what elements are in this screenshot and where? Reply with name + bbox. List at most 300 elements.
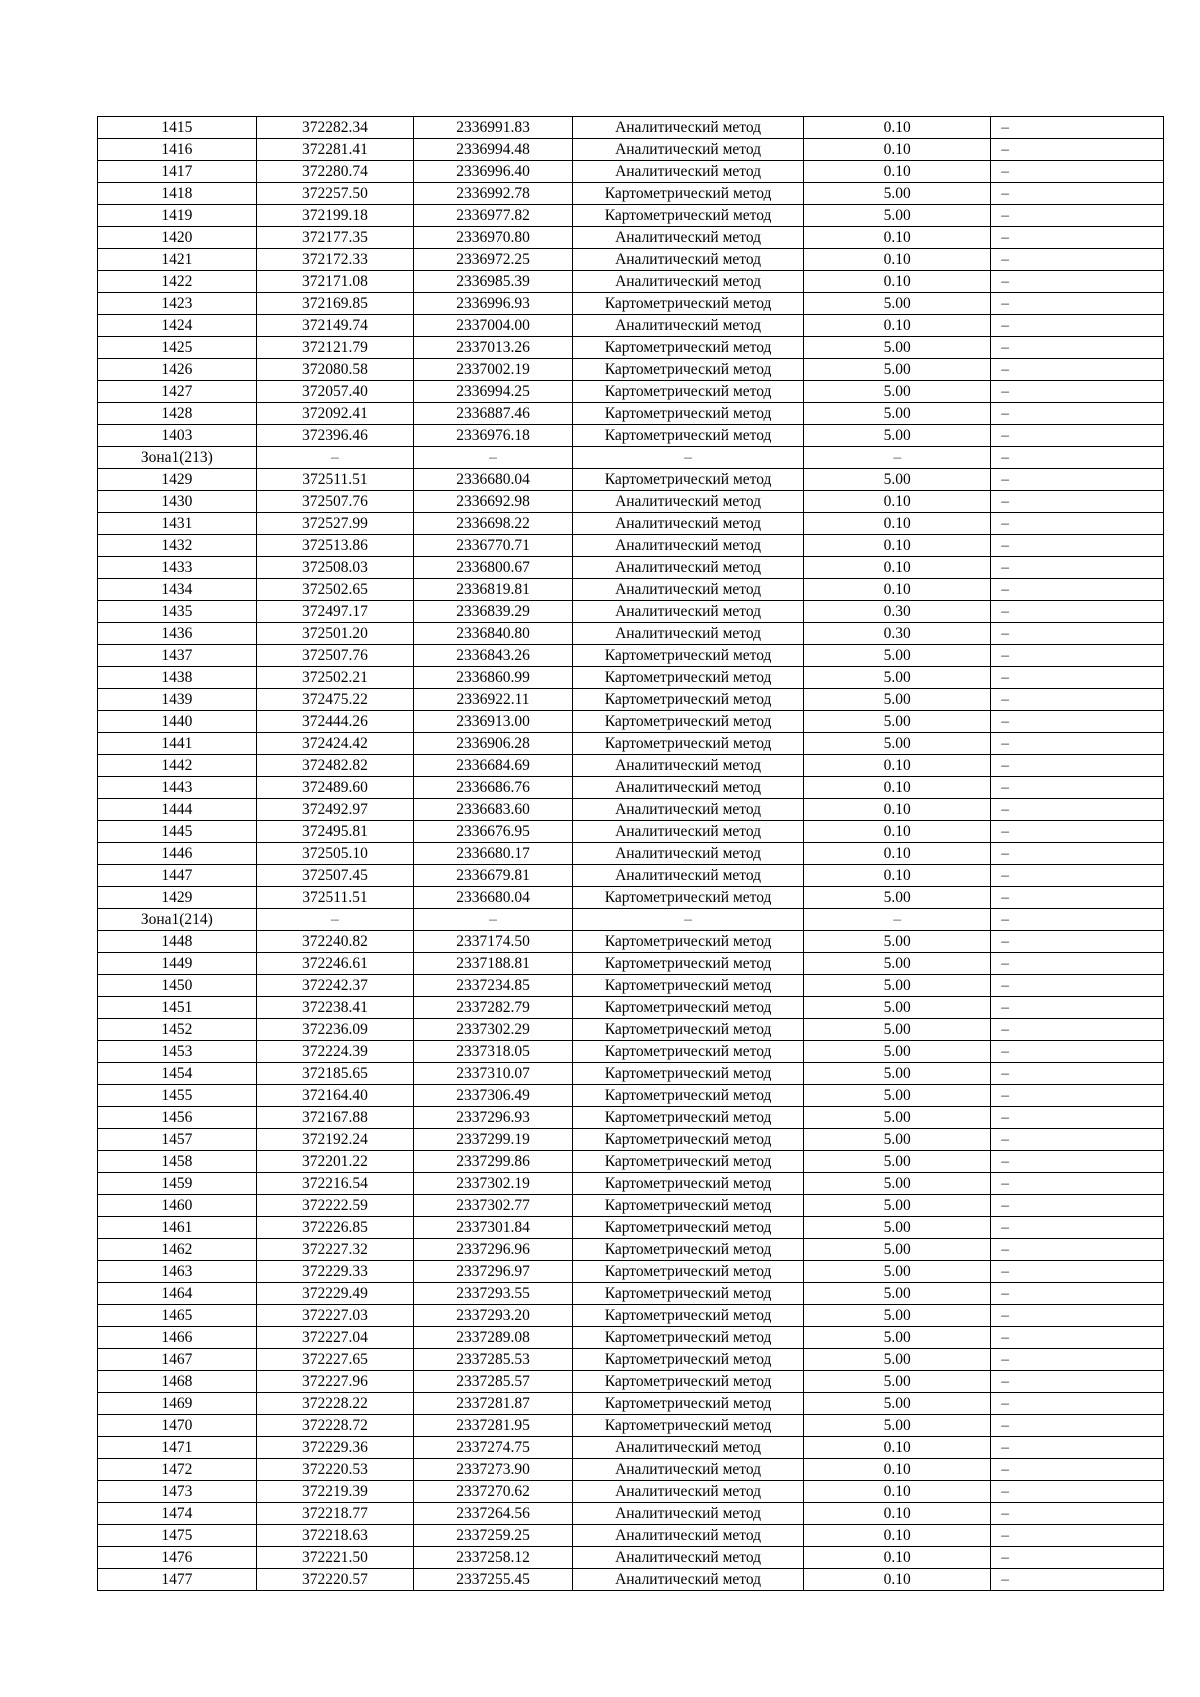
- method-cell: Аналитический метод: [572, 1459, 803, 1481]
- point-number-cell: 1425: [98, 337, 257, 359]
- note-cell: –: [991, 843, 1164, 865]
- table-row: [98, 249, 1164, 271]
- accuracy-cell: 5.00: [804, 1305, 991, 1327]
- y-coordinate-cell: 2336996.40: [414, 161, 573, 183]
- accuracy-cell: 0.10: [804, 821, 991, 843]
- x-coordinate-cell: 372224.39: [256, 1041, 414, 1063]
- method-cell: Аналитический метод: [572, 777, 803, 799]
- x-coordinate-cell: 372282.34: [256, 117, 414, 139]
- x-coordinate-cell: 372218.77: [256, 1503, 414, 1525]
- method-cell: –: [572, 909, 803, 931]
- accuracy-cell: 0.10: [804, 227, 991, 249]
- note-cell: –: [991, 1195, 1164, 1217]
- note-cell: –: [991, 909, 1164, 931]
- y-coordinate-cell: 2337013.26: [414, 337, 573, 359]
- point-number-cell: 1457: [98, 1129, 257, 1151]
- note-cell: –: [991, 1349, 1164, 1371]
- table-row: [98, 271, 1164, 293]
- method-cell: Картометрический метод: [572, 1173, 803, 1195]
- x-coordinate-cell: 372229.33: [256, 1261, 414, 1283]
- note-cell: –: [991, 1415, 1164, 1437]
- point-number-cell: 1432: [98, 535, 257, 557]
- table-row: [98, 1349, 1164, 1371]
- note-cell: –: [991, 403, 1164, 425]
- accuracy-cell: 0.10: [804, 865, 991, 887]
- point-number-cell: 1452: [98, 1019, 257, 1041]
- point-number-cell: 1474: [98, 1503, 257, 1525]
- y-coordinate-cell: 2337281.95: [414, 1415, 573, 1437]
- accuracy-cell: 5.00: [804, 711, 991, 733]
- point-number-cell: 1441: [98, 733, 257, 755]
- method-cell: Картометрический метод: [572, 337, 803, 359]
- x-coordinate-cell: 372149.74: [256, 315, 414, 337]
- point-number-cell: 1460: [98, 1195, 257, 1217]
- note-cell: –: [991, 117, 1164, 139]
- note-cell: –: [991, 1019, 1164, 1041]
- point-number-cell: Зона1(213): [98, 447, 257, 469]
- method-cell: Картометрический метод: [572, 293, 803, 315]
- point-number-cell: 1469: [98, 1393, 257, 1415]
- point-number-cell: 1461: [98, 1217, 257, 1239]
- table-row: [98, 931, 1164, 953]
- point-number-cell: 1433: [98, 557, 257, 579]
- point-number-cell: 1462: [98, 1239, 257, 1261]
- table-row: [98, 645, 1164, 667]
- x-coordinate-cell: 372228.22: [256, 1393, 414, 1415]
- accuracy-cell: 5.00: [804, 1349, 991, 1371]
- y-coordinate-cell: 2336970.80: [414, 227, 573, 249]
- x-coordinate-cell: 372227.65: [256, 1349, 414, 1371]
- method-cell: Аналитический метод: [572, 117, 803, 139]
- note-cell: –: [991, 381, 1164, 403]
- note-cell: –: [991, 1503, 1164, 1525]
- note-cell: –: [991, 1041, 1164, 1063]
- point-number-cell: 1446: [98, 843, 257, 865]
- table-row: [98, 887, 1164, 909]
- accuracy-cell: 0.10: [804, 843, 991, 865]
- table-row: [98, 1107, 1164, 1129]
- table-row: [98, 161, 1164, 183]
- x-coordinate-cell: 372171.08: [256, 271, 414, 293]
- y-coordinate-cell: 2336860.99: [414, 667, 573, 689]
- table-row: [98, 689, 1164, 711]
- point-number-cell: 1423: [98, 293, 257, 315]
- method-cell: Аналитический метод: [572, 1525, 803, 1547]
- y-coordinate-cell: 2336680.04: [414, 887, 573, 909]
- point-number-cell: 1428: [98, 403, 257, 425]
- accuracy-cell: 5.00: [804, 1261, 991, 1283]
- x-coordinate-cell: 372281.41: [256, 139, 414, 161]
- table-row: [98, 1151, 1164, 1173]
- accuracy-cell: 5.00: [804, 425, 991, 447]
- y-coordinate-cell: 2336992.78: [414, 183, 573, 205]
- y-coordinate-cell: 2337289.08: [414, 1327, 573, 1349]
- x-coordinate-cell: 372444.26: [256, 711, 414, 733]
- note-cell: –: [991, 821, 1164, 843]
- note-cell: –: [991, 447, 1164, 469]
- method-cell: Картометрический метод: [572, 381, 803, 403]
- x-coordinate-cell: 372396.46: [256, 425, 414, 447]
- note-cell: –: [991, 601, 1164, 623]
- table-row: [98, 1305, 1164, 1327]
- table-row: [98, 711, 1164, 733]
- y-coordinate-cell: 2337293.20: [414, 1305, 573, 1327]
- accuracy-cell: 0.10: [804, 491, 991, 513]
- point-number-cell: 1448: [98, 931, 257, 953]
- x-coordinate-cell: 372508.03: [256, 557, 414, 579]
- x-coordinate-cell: 372057.40: [256, 381, 414, 403]
- point-number-cell: 1477: [98, 1569, 257, 1591]
- table-row: [98, 315, 1164, 337]
- x-coordinate-cell: 372240.82: [256, 931, 414, 953]
- method-cell: Картометрический метод: [572, 1019, 803, 1041]
- y-coordinate-cell: 2337174.50: [414, 931, 573, 953]
- accuracy-cell: 5.00: [804, 1283, 991, 1305]
- x-coordinate-cell: 372227.32: [256, 1239, 414, 1261]
- accuracy-cell: 5.00: [804, 403, 991, 425]
- point-number-cell: 1447: [98, 865, 257, 887]
- accuracy-cell: 0.10: [804, 161, 991, 183]
- accuracy-cell: 0.10: [804, 117, 991, 139]
- accuracy-cell: 0.10: [804, 777, 991, 799]
- point-number-cell: 1458: [98, 1151, 257, 1173]
- point-number-cell: 1417: [98, 161, 257, 183]
- x-coordinate-cell: 372220.53: [256, 1459, 414, 1481]
- accuracy-cell: 0.10: [804, 139, 991, 161]
- accuracy-cell: 5.00: [804, 1415, 991, 1437]
- method-cell: Картометрический метод: [572, 1239, 803, 1261]
- y-coordinate-cell: 2336676.95: [414, 821, 573, 843]
- y-coordinate-cell: 2336686.76: [414, 777, 573, 799]
- point-number-cell: 1442: [98, 755, 257, 777]
- x-coordinate-cell: 372227.96: [256, 1371, 414, 1393]
- method-cell: Картометрический метод: [572, 1393, 803, 1415]
- note-cell: –: [991, 469, 1164, 491]
- point-number-cell: 1449: [98, 953, 257, 975]
- x-coordinate-cell: 372185.65: [256, 1063, 414, 1085]
- y-coordinate-cell: 2337281.87: [414, 1393, 573, 1415]
- note-cell: –: [991, 1569, 1164, 1591]
- method-cell: Аналитический метод: [572, 1547, 803, 1569]
- note-cell: –: [991, 491, 1164, 513]
- x-coordinate-cell: 372164.40: [256, 1085, 414, 1107]
- accuracy-cell: 0.10: [804, 755, 991, 777]
- x-coordinate-cell: 372513.86: [256, 535, 414, 557]
- accuracy-cell: 5.00: [804, 205, 991, 227]
- note-cell: –: [991, 865, 1164, 887]
- method-cell: Картометрический метод: [572, 667, 803, 689]
- note-cell: –: [991, 1481, 1164, 1503]
- table-row: [98, 799, 1164, 821]
- table-row: [98, 1415, 1164, 1437]
- accuracy-cell: 5.00: [804, 183, 991, 205]
- note-cell: –: [991, 953, 1164, 975]
- method-cell: Картометрический метод: [572, 953, 803, 975]
- x-coordinate-cell: 372229.49: [256, 1283, 414, 1305]
- method-cell: Аналитический метод: [572, 1569, 803, 1591]
- method-cell: Картометрический метод: [572, 1085, 803, 1107]
- accuracy-cell: 0.10: [804, 535, 991, 557]
- note-cell: –: [991, 975, 1164, 997]
- point-number-cell: 1445: [98, 821, 257, 843]
- table-row: [98, 1327, 1164, 1349]
- method-cell: Аналитический метод: [572, 579, 803, 601]
- note-cell: –: [991, 535, 1164, 557]
- accuracy-cell: 0.10: [804, 1525, 991, 1547]
- x-coordinate-cell: 372489.60: [256, 777, 414, 799]
- table-row: [98, 777, 1164, 799]
- x-coordinate-cell: 372216.54: [256, 1173, 414, 1195]
- table-row: [98, 293, 1164, 315]
- point-number-cell: 1455: [98, 1085, 257, 1107]
- note-cell: –: [991, 557, 1164, 579]
- method-cell: Аналитический метод: [572, 821, 803, 843]
- x-coordinate-cell: 372495.81: [256, 821, 414, 843]
- accuracy-cell: 0.10: [804, 1459, 991, 1481]
- table-row: [98, 491, 1164, 513]
- accuracy-cell: 0.10: [804, 1437, 991, 1459]
- method-cell: Аналитический метод: [572, 1481, 803, 1503]
- y-coordinate-cell: 2337302.29: [414, 1019, 573, 1041]
- x-coordinate-cell: 372246.61: [256, 953, 414, 975]
- y-coordinate-cell: 2337301.84: [414, 1217, 573, 1239]
- method-cell: Картометрический метод: [572, 645, 803, 667]
- y-coordinate-cell: 2337004.00: [414, 315, 573, 337]
- method-cell: Картометрический метод: [572, 975, 803, 997]
- note-cell: –: [991, 1459, 1164, 1481]
- accuracy-cell: 5.00: [804, 1107, 991, 1129]
- x-coordinate-cell: 372497.17: [256, 601, 414, 623]
- method-cell: Аналитический метод: [572, 315, 803, 337]
- x-coordinate-cell: 372511.51: [256, 887, 414, 909]
- x-coordinate-cell: 372507.45: [256, 865, 414, 887]
- y-coordinate-cell: 2337293.55: [414, 1283, 573, 1305]
- accuracy-cell: 5.00: [804, 381, 991, 403]
- note-cell: –: [991, 1107, 1164, 1129]
- y-coordinate-cell: 2336906.28: [414, 733, 573, 755]
- table-row: [98, 557, 1164, 579]
- table-row: [98, 601, 1164, 623]
- method-cell: Картометрический метод: [572, 469, 803, 491]
- point-number-cell: 1453: [98, 1041, 257, 1063]
- point-number-cell: 1471: [98, 1437, 257, 1459]
- method-cell: Аналитический метод: [572, 139, 803, 161]
- y-coordinate-cell: 2337258.12: [414, 1547, 573, 1569]
- x-coordinate-cell: 372492.97: [256, 799, 414, 821]
- y-coordinate-cell: 2337274.75: [414, 1437, 573, 1459]
- method-cell: Картометрический метод: [572, 183, 803, 205]
- point-number-cell: 1466: [98, 1327, 257, 1349]
- point-number-cell: 1424: [98, 315, 257, 337]
- method-cell: Аналитический метод: [572, 557, 803, 579]
- y-coordinate-cell: 2337302.19: [414, 1173, 573, 1195]
- y-coordinate-cell: 2337299.19: [414, 1129, 573, 1151]
- table-row: [98, 1283, 1164, 1305]
- note-cell: –: [991, 183, 1164, 205]
- note-cell: –: [991, 293, 1164, 315]
- x-coordinate-cell: 372227.03: [256, 1305, 414, 1327]
- point-number-cell: 1426: [98, 359, 257, 381]
- y-coordinate-cell: 2337259.25: [414, 1525, 573, 1547]
- x-coordinate-cell: 372501.20: [256, 623, 414, 645]
- note-cell: –: [991, 227, 1164, 249]
- y-coordinate-cell: 2336994.48: [414, 139, 573, 161]
- y-coordinate-cell: 2336887.46: [414, 403, 573, 425]
- table-row: [98, 469, 1164, 491]
- point-number-cell: 1443: [98, 777, 257, 799]
- x-coordinate-cell: 372280.74: [256, 161, 414, 183]
- y-coordinate-cell: 2337264.56: [414, 1503, 573, 1525]
- method-cell: Аналитический метод: [572, 249, 803, 271]
- table-row: [98, 843, 1164, 865]
- note-cell: –: [991, 1129, 1164, 1151]
- table-row: [98, 227, 1164, 249]
- note-cell: –: [991, 315, 1164, 337]
- note-cell: –: [991, 1151, 1164, 1173]
- point-number-cell: 1467: [98, 1349, 257, 1371]
- point-number-cell: 1475: [98, 1525, 257, 1547]
- y-coordinate-cell: 2336800.67: [414, 557, 573, 579]
- accuracy-cell: 5.00: [804, 667, 991, 689]
- method-cell: Картометрический метод: [572, 931, 803, 953]
- table-row: [98, 1503, 1164, 1525]
- accuracy-cell: 5.00: [804, 997, 991, 1019]
- x-coordinate-cell: 372511.51: [256, 469, 414, 491]
- table-row: [98, 513, 1164, 535]
- table-row: [98, 865, 1164, 887]
- note-cell: –: [991, 1547, 1164, 1569]
- table-row: [98, 1437, 1164, 1459]
- accuracy-cell: 5.00: [804, 1327, 991, 1349]
- y-coordinate-cell: 2337318.05: [414, 1041, 573, 1063]
- accuracy-cell: 0.30: [804, 601, 991, 623]
- note-cell: –: [991, 733, 1164, 755]
- note-cell: –: [991, 579, 1164, 601]
- y-coordinate-cell: 2336770.71: [414, 535, 573, 557]
- method-cell: Картометрический метод: [572, 689, 803, 711]
- point-number-cell: 1456: [98, 1107, 257, 1129]
- accuracy-cell: –: [804, 909, 991, 931]
- note-cell: –: [991, 887, 1164, 909]
- point-number-cell: 1431: [98, 513, 257, 535]
- point-number-cell: 1415: [98, 117, 257, 139]
- y-coordinate-cell: 2336972.25: [414, 249, 573, 271]
- x-coordinate-cell: 372221.50: [256, 1547, 414, 1569]
- x-coordinate-cell: 372507.76: [256, 491, 414, 513]
- point-number-cell: 1434: [98, 579, 257, 601]
- method-cell: Картометрический метод: [572, 1261, 803, 1283]
- table-row: [98, 667, 1164, 689]
- x-coordinate-cell: 372192.24: [256, 1129, 414, 1151]
- y-coordinate-cell: 2337255.45: [414, 1569, 573, 1591]
- y-coordinate-cell: 2336922.11: [414, 689, 573, 711]
- y-coordinate-cell: 2336843.26: [414, 645, 573, 667]
- point-number-cell: 1416: [98, 139, 257, 161]
- table-row: [98, 953, 1164, 975]
- point-number-cell: 1403: [98, 425, 257, 447]
- method-cell: Аналитический метод: [572, 799, 803, 821]
- method-cell: Аналитический метод: [572, 601, 803, 623]
- accuracy-cell: 5.00: [804, 1217, 991, 1239]
- x-coordinate-cell: 372080.58: [256, 359, 414, 381]
- y-coordinate-cell: 2336819.81: [414, 579, 573, 601]
- table-row: [98, 1459, 1164, 1481]
- method-cell: Картометрический метод: [572, 997, 803, 1019]
- x-coordinate-cell: 372199.18: [256, 205, 414, 227]
- method-cell: Картометрический метод: [572, 1415, 803, 1437]
- y-coordinate-cell: 2337296.97: [414, 1261, 573, 1283]
- point-number-cell: 1430: [98, 491, 257, 513]
- table-row: [98, 1019, 1164, 1041]
- y-coordinate-cell: –: [414, 909, 573, 931]
- x-coordinate-cell: 372201.22: [256, 1151, 414, 1173]
- zone-header-row: [98, 447, 1164, 469]
- table-row: [98, 1525, 1164, 1547]
- point-number-cell: 1422: [98, 271, 257, 293]
- accuracy-cell: –: [804, 447, 991, 469]
- table-row: [98, 1217, 1164, 1239]
- x-coordinate-cell: –: [256, 909, 414, 931]
- method-cell: Картометрический метод: [572, 1217, 803, 1239]
- point-number-cell: 1463: [98, 1261, 257, 1283]
- y-coordinate-cell: 2336684.69: [414, 755, 573, 777]
- x-coordinate-cell: 372507.76: [256, 645, 414, 667]
- accuracy-cell: 5.00: [804, 1371, 991, 1393]
- y-coordinate-cell: 2336683.60: [414, 799, 573, 821]
- method-cell: –: [572, 447, 803, 469]
- accuracy-cell: 5.00: [804, 1239, 991, 1261]
- y-coordinate-cell: 2336839.29: [414, 601, 573, 623]
- note-cell: –: [991, 711, 1164, 733]
- y-coordinate-cell: 2336994.25: [414, 381, 573, 403]
- note-cell: –: [991, 1393, 1164, 1415]
- table-row: [98, 1041, 1164, 1063]
- x-coordinate-cell: 372475.22: [256, 689, 414, 711]
- x-coordinate-cell: 372424.42: [256, 733, 414, 755]
- y-coordinate-cell: 2337299.86: [414, 1151, 573, 1173]
- accuracy-cell: 5.00: [804, 1085, 991, 1107]
- note-cell: –: [991, 359, 1164, 381]
- accuracy-cell: 5.00: [804, 293, 991, 315]
- note-cell: –: [991, 1305, 1164, 1327]
- accuracy-cell: 5.00: [804, 1129, 991, 1151]
- table-row: [98, 205, 1164, 227]
- method-cell: Картометрический метод: [572, 1305, 803, 1327]
- method-cell: Аналитический метод: [572, 623, 803, 645]
- accuracy-cell: 5.00: [804, 1393, 991, 1415]
- table-row: [98, 1239, 1164, 1261]
- accuracy-cell: 5.00: [804, 931, 991, 953]
- accuracy-cell: 0.10: [804, 271, 991, 293]
- method-cell: Картометрический метод: [572, 1283, 803, 1305]
- table-row: [98, 1371, 1164, 1393]
- note-cell: –: [991, 1239, 1164, 1261]
- x-coordinate-cell: 372257.50: [256, 183, 414, 205]
- y-coordinate-cell: 2337296.96: [414, 1239, 573, 1261]
- accuracy-cell: 5.00: [804, 733, 991, 755]
- y-coordinate-cell: 2336991.83: [414, 117, 573, 139]
- method-cell: Аналитический метод: [572, 843, 803, 865]
- table-row: [98, 1261, 1164, 1283]
- y-coordinate-cell: 2337188.81: [414, 953, 573, 975]
- method-cell: Аналитический метод: [572, 755, 803, 777]
- table-row: [98, 821, 1164, 843]
- note-cell: –: [991, 997, 1164, 1019]
- note-cell: –: [991, 623, 1164, 645]
- y-coordinate-cell: 2337296.93: [414, 1107, 573, 1129]
- table-row: [98, 1085, 1164, 1107]
- x-coordinate-cell: 372172.33: [256, 249, 414, 271]
